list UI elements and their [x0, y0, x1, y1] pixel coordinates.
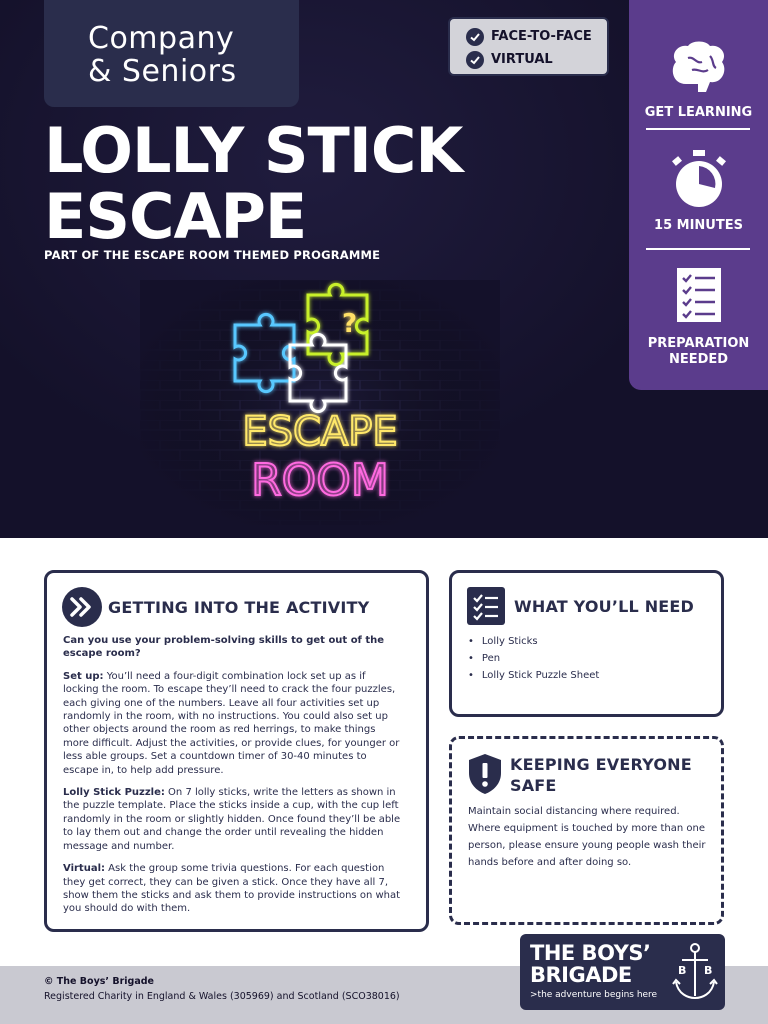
- section-badge: [44, 0, 299, 107]
- side-label-duration: 15 MINUTES: [654, 218, 743, 233]
- logo-tagline: >the adventure begins here: [530, 990, 658, 1000]
- list-item: • Pen: [468, 650, 599, 667]
- title-line1: LOLLY STICK: [44, 114, 463, 187]
- badge-line1: Company: [88, 21, 235, 56]
- getting-into-activity-card: [44, 570, 429, 932]
- virtual-label: Virtual:: [63, 863, 105, 875]
- side-label-learning: GET LEARNING: [644, 105, 753, 120]
- divider: [646, 248, 750, 250]
- list-item: • Lolly Stick Puzzle Sheet: [468, 667, 599, 684]
- boys-brigade-logo: [520, 934, 725, 1010]
- keeping-safe-card: [449, 736, 724, 925]
- page-title: [44, 114, 463, 253]
- footer-copyright: © The Boys’ Brigade: [44, 976, 154, 987]
- check-icon: [466, 51, 484, 69]
- what-you-need-card: [449, 570, 724, 717]
- card-title: WHAT YOU’LL NEED: [514, 597, 695, 616]
- mode-face-to-face: [466, 25, 607, 48]
- virtual-text: Ask the group some trivia questions. For each question they get correct, they can be given a stick. Once they have all 7, show them the sticks and ask them to provide instructions on what you should do with them.: [63, 863, 401, 915]
- mode-virtual: [466, 48, 607, 71]
- virtual-paragraph: [63, 862, 403, 916]
- fast-forward-icon: [62, 587, 102, 627]
- neon-escape-room-image: [140, 280, 500, 525]
- setup-paragraph: [63, 670, 403, 777]
- side-label-preparation-line1: PREPARATION: [647, 336, 750, 351]
- brain-icon: [629, 38, 768, 94]
- side-label-preparation: [629, 336, 768, 368]
- card-title-line1: KEEPING EVERYONE: [510, 755, 692, 774]
- activity-instructions: [63, 634, 403, 925]
- list-item: • Lolly Sticks: [468, 633, 599, 650]
- crest-letter-right: B: [704, 964, 713, 977]
- setup-text: You’ll need a four-digit combination lock set up as if locking the room. To escape they’ll need to crack the four puzzles, each giving one of the numbers. Leave all four activities set up randomly in the room, with no instructions. You could also set up other objects around the room as red herrings, to make things more difficult. Adjust the activities, or provide clues, for younger or less able groups. Set a countdown timer of 30-40 minutes to escape in, to help add pressure.: [63, 670, 400, 776]
- delivery-mode-box: [448, 17, 609, 76]
- card-title: GETTING INTO THE ACTIVITY: [108, 598, 370, 617]
- mode-label: FACE-TO-FACE: [491, 29, 592, 44]
- card-title: [510, 754, 692, 796]
- checklist-icon: [467, 587, 505, 625]
- divider: [646, 128, 750, 130]
- checklist-icon: [629, 268, 768, 322]
- equipment-list: [468, 633, 599, 684]
- activity-info-panel: [629, 0, 768, 390]
- card-title-line2: SAFE: [510, 776, 557, 795]
- svg-text:?: ?: [342, 309, 358, 339]
- logo-line1: THE BOYS’: [530, 941, 651, 965]
- puzzle-label: Lolly Stick Puzzle:: [63, 787, 165, 799]
- check-icon: [466, 28, 484, 46]
- side-label-preparation-line2: NEEDED: [668, 352, 729, 367]
- safety-text: Maintain social distancing where required. Where equipment is touched by more than one person, please ensure young people wash their hands before and after doing so.: [468, 806, 706, 868]
- neon-room-text: ROOM: [251, 455, 389, 506]
- neon-escape-text: ESCAPE: [242, 409, 398, 455]
- stopwatch-icon: [629, 148, 768, 210]
- anchor-crest-icon: [670, 940, 720, 1004]
- setup-label: Set up:: [63, 670, 104, 682]
- crest-letter-left: B: [678, 964, 687, 977]
- intro-question: Can you use your problem-solving skills to get out of the escape room?: [63, 635, 385, 660]
- footer-charity: Registered Charity in England & Wales (305969) and Scotland (SCO38016): [44, 991, 400, 1002]
- title-line2: ESCAPE: [44, 180, 307, 253]
- puzzle-text: On 7 lolly sticks, write the letters as shown in the puzzle template. Place the sticks inside a cup, with the cup left randomly in the room or slightly hidden. Once found they’ll be able to lay them out and change the order until revealing the hidden message and number.: [63, 787, 401, 852]
- badge-line2: & Seniors: [88, 54, 237, 89]
- mode-label: VIRTUAL: [491, 52, 553, 67]
- page-subtitle: PART OF THE ESCAPE ROOM THEMED PROGRAMME: [44, 248, 381, 262]
- shield-icon: [467, 753, 503, 795]
- logo-line2: BRIGADE: [530, 963, 632, 987]
- puzzle-paragraph: [63, 786, 403, 853]
